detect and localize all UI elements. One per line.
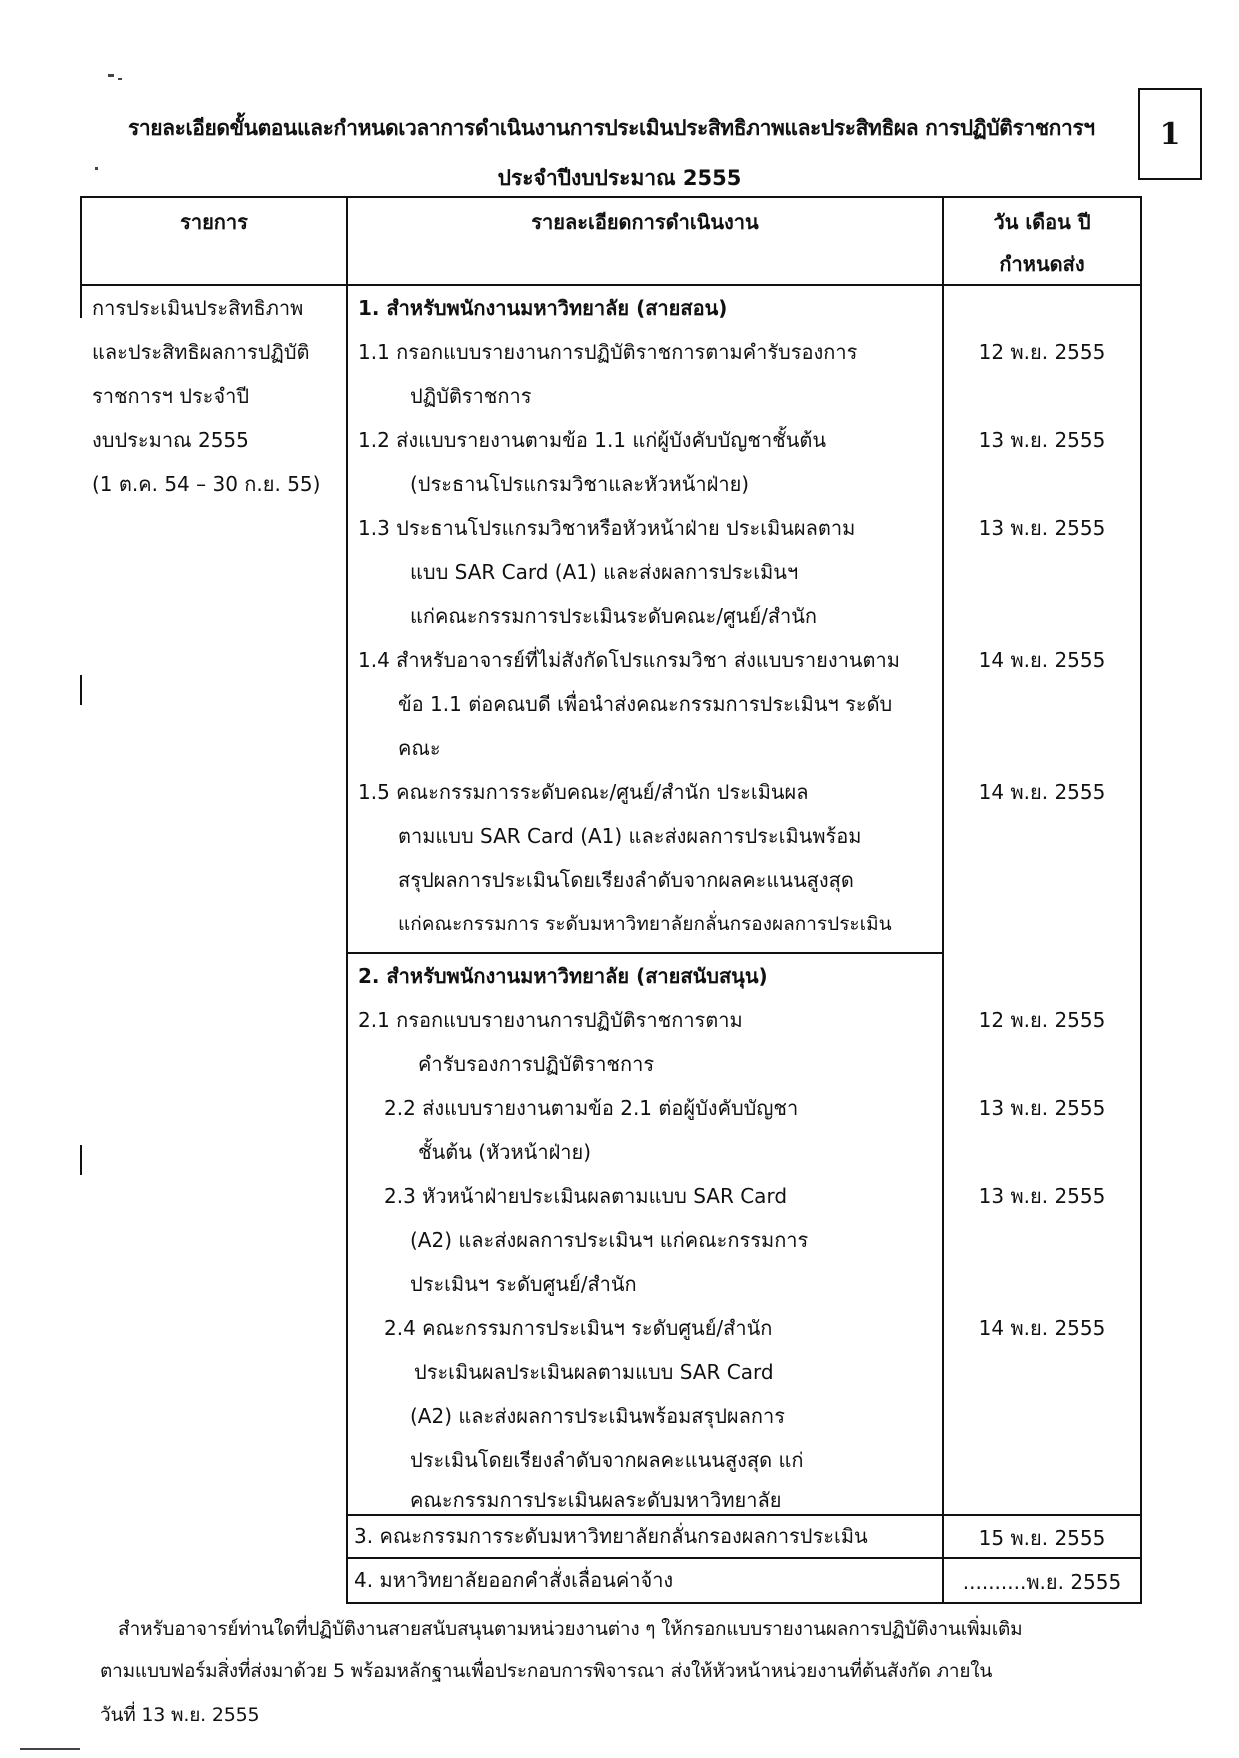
step-1-2-line: (ประธานโปรแกรมวิชาและหัวหน้าฝ่าย) [410, 472, 750, 496]
item-line: งบประมาณ 2555 [92, 428, 249, 452]
step-1-2-line: 1.2 ส่งแบบรายงานตามข้อ 1.1 แก่ผู้บังคับบัญชาชั้นต้น [358, 428, 827, 452]
step-1-5-line: สรุปผลการประเมินโดยเรียงลำดับจากผลคะแนนสูงสุด [398, 868, 854, 892]
step-2-3-line: (A2) และส่งผลการประเมินฯ แก่คณะกรรมการ [410, 1228, 809, 1252]
section4-text: 4. มหาวิทยาลัยออกคำสั่งเลื่อนค่าจ้าง [354, 1568, 674, 1592]
step-1-5-line: 1.5 คณะกรรมการระดับคณะ/ศูนย์/สำนัก ประเมินผล [358, 780, 809, 804]
step-2-1-line: 2.1 กรอกแบบรายงานการปฏิบัติราชการตาม [358, 1008, 743, 1032]
header-detail: รายละเอียดการดำเนินงาน [531, 210, 759, 234]
step-1-4-date: 14 พ.ย. 2555 [978, 648, 1106, 672]
step-1-1-date: 12 พ.ย. 2555 [978, 340, 1106, 364]
footer-note-line1: สำหรับอาจารย์ท่านใดที่ปฏิบัติงานสายสนับสนุนตามหน่วยงานต่าง ๆ ให้กรอกแบบรายงานผลการปฏิบัติงานเพิ่มเติม [118, 1618, 1023, 1640]
section4-date: ..........พ.ย. 2555 [962, 1570, 1122, 1594]
section3-date: 15 พ.ย. 2555 [978, 1526, 1106, 1550]
item-line: ราชการฯ ประจำปี [92, 384, 250, 408]
step-1-1-line: ปฏิบัติราชการ [410, 384, 532, 408]
step-2-3-line: 2.3 หัวหน้าฝ่ายประเมินผลตามแบบ SAR Card [384, 1184, 788, 1208]
step-2-2-date: 13 พ.ย. 2555 [978, 1096, 1106, 1120]
step-2-3-date: 13 พ.ย. 2555 [978, 1184, 1106, 1208]
step-2-4-line: คณะกรรมการประเมินผลระดับมหาวิทยาลัย [410, 1488, 782, 1512]
section2-heading: 2. สำหรับพนักงานมหาวิทยาลัย (สายสนับสนุน) [358, 964, 768, 988]
step-1-3-date: 13 พ.ย. 2555 [978, 516, 1106, 540]
step-2-4-date: 14 พ.ย. 2555 [978, 1316, 1106, 1340]
item-line: และประสิทธิผลการปฏิบัติ [92, 340, 310, 364]
item-line: (1 ต.ค. 54 – 30 ก.ย. 55) [92, 472, 321, 496]
step-1-5-line: ตามแบบ SAR Card (A1) และส่งผลการประเมินพร้อม [398, 824, 862, 848]
step-2-2-line: ชั้นต้น (หัวหน้าฝ่าย) [418, 1140, 592, 1164]
step-2-4-line: (A2) และส่งผลการประเมินพร้อมสรุปผลการ [410, 1404, 785, 1428]
step-1-5-date: 14 พ.ย. 2555 [978, 780, 1106, 804]
step-2-1-date: 12 พ.ย. 2555 [978, 1008, 1106, 1032]
page-number: 1 [1159, 116, 1181, 152]
header-item: รายการ [180, 210, 248, 234]
document-title: รายละเอียดขั้นตอนและกำหนดเวลาการดำเนินงานการประเมินประสิทธิภาพและประสิทธิผล การปฏิบัติราชการฯ [128, 116, 1095, 140]
step-2-1-line: คำรับรองการปฏิบัติราชการ [418, 1052, 655, 1076]
step-2-4-line: ประเมินโดยเรียงลำดับจากผลคะแนนสูงสุด แก่ [410, 1448, 804, 1472]
step-1-1-line: 1.1 กรอกแบบรายงานการปฏิบัติราชการตามคำรับรองการ [358, 340, 858, 364]
step-1-4-line: ข้อ 1.1 ต่อคณบดี เพื่อนำส่งคณะกรรมการประเมินฯ ระดับ [398, 692, 893, 716]
item-line: การประเมินประสิทธิภาพ [92, 296, 304, 320]
header-date-line2: กำหนดส่ง [999, 252, 1085, 276]
section3-text: 3. คณะกรรมการระดับมหาวิทยาลัยกลั่นกรองผลการประเมิน [354, 1524, 868, 1548]
step-2-3-line: ประเมินฯ ระดับศูนย์/สำนัก [410, 1272, 637, 1296]
step-1-3-line: แก่คณะกรรมการประเมินระดับคณะ/ศูนย์/สำนัก [410, 604, 818, 628]
footer-note-line2: ตามแบบฟอร์มสิ่งที่ส่งมาด้วย 5 พร้อมหลักฐานเพื่อประกอบการพิจารณา ส่งให้หัวหน้าหน่วยงานที่ต้นสังกัด ภายใน [100, 1660, 993, 1682]
step-1-5-line: แก่คณะกรรมการ ระดับมหาวิทยาลัยกลั่นกรองผลการประเมิน [398, 913, 892, 935]
step-1-4-line: คณะ [398, 736, 441, 760]
step-1-2-date: 13 พ.ย. 2555 [978, 428, 1106, 452]
document-subtitle: ประจำปีงบประมาณ 2555 [497, 166, 742, 190]
step-2-4-line: ประเมินผลประเมินผลตามแบบ SAR Card [414, 1360, 774, 1384]
step-1-4-line: 1.4 สำหรับอาจารย์ที่ไม่สังกัดโปรแกรมวิชา ส่งแบบรายงานตาม [358, 648, 900, 672]
footer-note-line3: วันที่ 13 พ.ย. 2555 [100, 1704, 260, 1726]
header-date-line1: วัน เดือน ปี [993, 210, 1091, 234]
step-1-3-line: 1.3 ประธานโปรแกรมวิชาหรือหัวหน้าฝ่าย ประเมินผลตาม [358, 516, 856, 540]
section1-heading: 1. สำหรับพนักงานมหาวิทยาลัย (สายสอน) [358, 296, 728, 320]
step-2-4-line: 2.4 คณะกรรมการประเมินฯ ระดับศูนย์/สำนัก [384, 1316, 773, 1340]
step-2-2-line: 2.2 ส่งแบบรายงานตามข้อ 2.1 ต่อผู้บังคับบัญชา [384, 1096, 799, 1120]
step-1-3-line: แบบ SAR Card (A1) และส่งผลการประเมินฯ [410, 560, 799, 584]
